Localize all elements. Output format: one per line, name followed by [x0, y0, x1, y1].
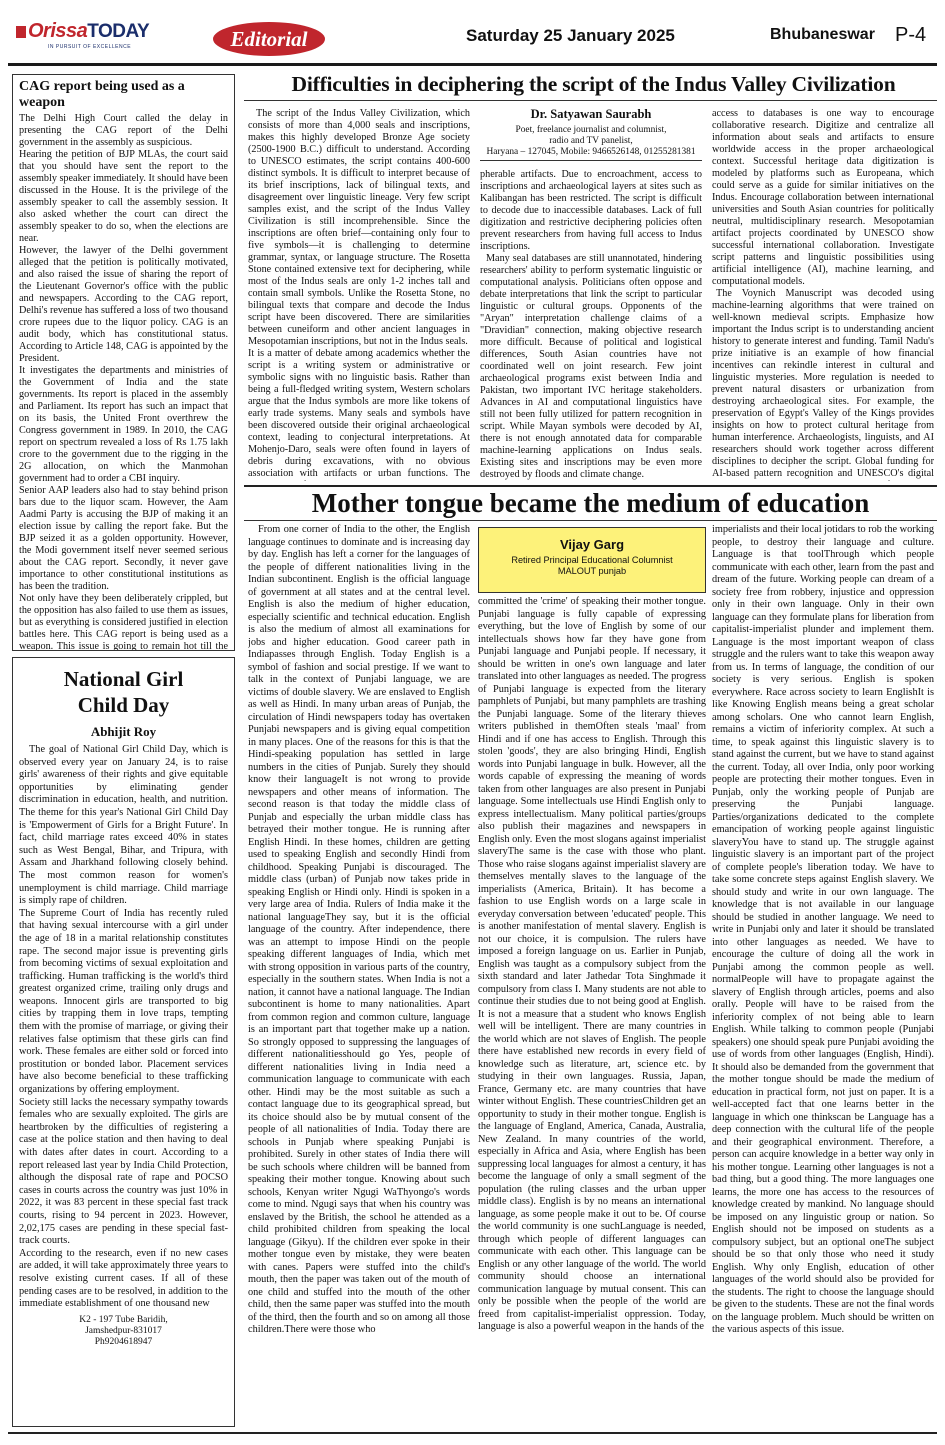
logo-flag-icon: [16, 26, 26, 38]
cag-paragraph: Hearing the petition of BJP MLAs, the court said that you should have sent the report to the assembly speaker immediately. It should have been discussed in the House. It is the privilege of the assembly speaker to call the assembly session. It also asked whether the court can direct the assembly speaker to do so, when the elections are near.: [19, 149, 228, 244]
indus-author-info: radio and TV panelist,: [549, 136, 633, 146]
address-line: K2 - 197 Tube Baridih,: [79, 1314, 168, 1325]
address-line: Ph9204618947: [94, 1336, 153, 1347]
cag-paragraph: Senior AAP leaders also had to stay behind prison bars due to the liquor scam. However, the Aam Aadmi Party is accusing the BJP of making it an election issue by calling the report fake. But the BJP seized it as a golden opportunity. However, the Modi government itself never seemed serious about the CAG report. Secondly, it never gave importance to other constitutional institutions as has been the tradition.: [19, 485, 228, 592]
mother-column-3: [712, 524, 934, 1427]
cag-article: [12, 74, 235, 651]
mother-paragraph: imperialists and their local jotidars to rob the working people, to destroy their language and culture. Language is that toolThrough which people communicate with each other, learn from the past and dream of the future. Working people can dream of a society free from robbery, injustice and oppression only in their own language. Only in their own language can they formulate plans for liberation from capitalist-imperialist plunder and implement them. Language is the most important weapon of class struggle and the rulers want to take this weapon away from us. In terms of language, the condition of our society is very serious. English is spoken everywhere. Race across society to learn EnglishIt is like Knowing English means being a great scholar among scholars. One who cannot learn English, remains a victim of inferiority complex. At such a time, to speak against this linguistic slavery is to stand against the current, but we have to stand against the current. Today, all over India, only poor working people are protecting their mother tongues. Even in Punjab, only the working people of Punjab are preserving the Punjabi language. Parties/organizations dedicated to the complete emancipation of working people against linguistic slaveryYou have to stand up. The struggle against linguistic slavery is an important part of the project of complete people's liberation today. We have to take some concrete steps against English slavery. We should study and write in our own language. The knowledge that is not available in our language should be studied in another language. We need to write in Punjabi only and later it should be translated into other languages as needed. We have to encourage the culture of doing all the work in Punjabi among the common people as well. normalPeople will have to propagate against the slavery of English through articles, poems and also orally. People will have to be raised from the inferiority complex of not being able to learn English. While talking to common people (Punjabi speakers) one should speak pure Punjabi avoiding the use of words from other languages (English, Hindi). It should also be demanded from the government that the mother tongue should be made the medium of education in practical form, not just on paper. It is a well-accepted fact that one learns better in the language in which one thinkscan be Language has a deep connection with the cultural life of the people and their geographical environment. Therefore, a person can acquire knowledge in a better way only in his mother tongue. Learning other languages is not a bad thing, but a good thing. The more languages one learns, the more one has access to the resources of knowledge created by mankind. No language should be imposed on any linguistic group or nation. So English should not be imposed on students as a compulsory subject, but an optional oneThe subject should be so that only those who need it study English. Why only English, education of other languages of the world should also be provided for the students. The right to choose the language should be given to the students. These are not the final words on the language problem. Much should be written on the various aspects of this issue.: [712, 524, 934, 1335]
girl-child-author: Abhijit Roy: [90, 724, 157, 739]
cag-paragraph: Not only have they been deliberately crippled, but the opposition has also failed to use them as issues, but as everything is considered justified in election battles here. This CAG report is being used as a weapon. This issue is going to remain hot till the: [19, 593, 228, 651]
girl-child-paragraph: According to the research, even if no new cases are added, it will take approximately three years to resolve existing current cases. If all of these pending cases are to be resolved, in addition to the immediate establishment of one thousand new: [19, 1247, 228, 1310]
indus-paragraph: The script of the Indus Valley Civilization, which consists of more than 4,000 seals and inscriptions, makes this highly developed Bronze Age society (2500-1900 B.C.) difficult to understand. According to UNESCO estimates, the script contains 400-600 distinct symbols. It is difficult to interpret because of its brief inscriptions, lack of bilingual texts, and disagreement over linguistic lineage. Very few script samples exist, and the script of the Indus Valley Civilization is still incomprehensible. Since the inscriptions are often brief—containing only four to five symbols—it is challenging to determine grammar, syntax, or language structure. The Rosetta Stone contained extensive text for deciphering, while most of the Indus seals are only 1-2 inches tall and contain small symbols. Unlike the Rosetta Stone, no bilingual texts that compare and decode the Indus script have been discovered. There are similarities between cuneiform and other ancient languages in Mesopotamian inscriptions, but not in the Indus seals.: [248, 108, 470, 347]
issue-date: Saturday 25 January 2025: [466, 26, 675, 45]
edition-city: Bhubaneswar: [770, 26, 875, 43]
masthead-rule: [8, 63, 937, 66]
cag-title: CAG report being used as a weapon: [19, 79, 185, 110]
page-bottom-rule: [8, 1432, 937, 1434]
cag-paragraph: The Delhi High Court called the delay in presenting the CAG report of the Delhi government in the assembly as suspicious.: [19, 113, 228, 148]
mother-author-info: Retired Principal Educational Columnist: [511, 555, 673, 565]
girl-child-paragraph: The goal of National Girl Child Day, which is observed every year on January 24, is to raise girls' awareness of their rights and give equitable opportunities by eliminating gender discrimination in education, health, and nutrition. The theme for this year's National Girl Child Day is 'Empowerment of Girls for a Bright Future'. In fact, child marriage rates exceed 40% in states such as West Bengal, Bihar, and Tripura, with Assam and Jharkhand following closely behind. The most common reason for women's unemployment is child marriage. Child marriage is simply rape of children.: [19, 744, 228, 907]
indus-paragraph: access to databases is one way to encourage collaborative research. Digitize and centralize all information about seals and artifacts to ensure worldwide access in the proper archaeological context. Successful heritage data digitization is modeled by platforms such as Europeana, which could serve as a guide for similar initiatives on the Indus. Encourage collaboration between international universities and South Asian countries for politically neutral, multidisciplinary research. Mesopotamian artifact projects coordinated by UNESCO show successful international collaboration. Investigate script patterns and linguistic possibilities using artificial intelligence (AI), machine learning, and computational models.: [712, 108, 934, 287]
newspaper-logo[interactable]: [16, 20, 149, 43]
indus-paragraph: pherable artifacts. Due to encroachment, access to inscriptions and archaeological layers at sites such as Kalibangan has been restricted. The script is difficult to decode due to inaccessible databases. Lack of full digitization and restrictive deciphering policies often prevent researchers from having full access to Indus inscriptions.: [480, 169, 702, 252]
indus-column-3: [712, 108, 934, 481]
page-number: P-4: [895, 24, 927, 46]
indus-headline-rule: [244, 100, 937, 101]
mother-column-2: [478, 596, 706, 1427]
indus-column-2: [480, 169, 702, 481]
indus-headline: Difficulties in deciphering the script of the Indus Valley Civilization: [291, 72, 896, 96]
logo-orissa: Orissa: [28, 20, 88, 42]
indus-paragraph: Many seal databases are still unannotated, hindering researchers' ability to perform systematic linguistic or computational analysis. Politicians often oppose and debate interpretations that link the script to particular linguistic or cultural groups. Opponents of the "Aryan" interpretation challenge claims of a "Dravidian" connection, making objective research more difficult. Because of political and logistical differences, South Asian countries have not coordinated well on joint research. Few joint archaeological programs exist between India and Pakistan, two important IVC heritage stakeholders. Advances in AI and computational linguistics have still not been fully utilized for pattern recognition in script. While Mayan symbols were decoded by AI, there is not enough annotated data for comparable machine-learning applications on Indus seals. Existing sites and inscriptions may be even more destroyed by floods and climate change.: [480, 253, 702, 480]
cag-paragraph: It investigates the departments and ministries of the Government of India and the state governments. Its report is placed in the assembly and Parliament. Its report has such an impact that on its basis, the United Front overthrew the Congress government in 1989. In 2010, the CAG report on spectrum revealed a loss of Rs 1.75 lakh crore to the government due to the rigging in the 2G allocation, on which the Manmohan government had to order a CBI inquiry.: [19, 365, 228, 484]
cag-paragraph: However, the lawyer of the Delhi government alleged that the petition is politically motivated, and also raised the issue of sharing the report of the Lieutenant Governor's office with the public and newspapers. According to the CAG report, Delhi's revenue has suffered a loss of two thousand crore rupees due to the liquor policy. CAG is an audit body, which has constitutional status. According to Article 148, CAG is appointed by the President.: [19, 245, 228, 364]
girl-child-title-line1: National Girl: [63, 667, 184, 691]
logo-today: TODAY: [87, 21, 150, 42]
mother-author-info: MALOUT punjab: [557, 566, 627, 576]
girl-child-address: [19, 1315, 228, 1348]
indus-paragraph: It is a matter of debate among academics whether the script is a writing system or administrative or symbolic signs with no linguistic basis. Rather than being a full-fledged writing system, Western scholars argue that the Indus symbols are more like tokens of early trade systems. Many seals and symbols have been discovered outside their original archaeological context, leading to conjectural interpretations. At Mohenjo-Daro, seals were often found in layers of debris during excavations, with no obvious association with artifacts or urban functions. The: [248, 348, 470, 479]
masthead: [8, 14, 937, 60]
girl-child-body: [19, 744, 228, 1311]
cag-body: [19, 113, 228, 651]
indus-author: Dr. Satyawan Saurabh: [530, 107, 652, 121]
mother-tongue-headline: Mother tongue became the medium of education: [311, 488, 870, 518]
girl-child-paragraph: Society still lacks the necessary sympathy towards females who are sexually exploited. The girls are heartbroken by the difficulties of registering a case at the police station and then having to deal with dates after dates in court. According to a report released last year by India Child Protection, although the disposal rate of rape and POCSO cases in courts across the country was just 10% in 2022, it was 83 percent in these special fast track courts, rising to 94 percent in 2023. However, 2,02,175 cases are pending in these special fast-track courts.: [19, 1096, 228, 1247]
mother-paragraph: committed the 'crime' of speaking their mother tongue. Punjabi language is fully capable of expressing everything, but the love of English by some of our intellectuals shows how far they have gone from Punjabi language and Punjabi people. If necessary, it should be written in one's own language and later translated into other languages as needed. The progress of Punjabi language is expected from the literary pamphlets of Punjabi, but many pamphlets are trashing the Punjabi language. Some of the literary thieves writers published in themOften steals 'maal' from Hindi and if one has access to English. Through this stolen 'goods', they are also bringing Hindi, English words into Punjabi language in bulk. However, all the words capable of expressing the meaning of words taken from other languages are also present in Punjabi language. Some intellectuals use Hindi English only to express intellectualism. Many political parties/groups also publish their magazines and newspapers in English only. Even the most slogans against imperialist slaveryThe same is the case with those who plant. Those who raise slogans against imperialist slavery are themselves mentally slaves to the language of the imperialists (America, Britain). It has become a fashion to use English words on a large scale in everyday conversation between 'educated' people. This is another manifestation of mental slavery. English is not our choice, it is compulsion. The rulers have imposed a foreign language on us. Earlier in Punjab, English was taught as a compulsory subject from the sixth standard and later Jathedar Tota Singhmade it compulsory from class I. Many students are not able to continue their studies due to not being good at English. It is not a measure that a student who knows English well will be intelligent. There are many countries in the world which are not slaves of English. The people there have established new records in every field of knowledge such as literature, art, science etc. by studying in their own languages. Russia, Japan, France, Germany etc. are many countries that have winter without English. These countriesChildren get an opportunity to study in their mother tongue. English is the language of England, America, Canada, Australia, New Zealand. In many countries of the world, especially in Africa and Asia, where English has been suppressing local languages for almost a century, it has become the language of only a small segment of the population (the ruling classes and the urban upper middle class). English is by no means an international language, as some people make it out to be. Of course the world community is one suchLanguage is needed, through which people of different languages can communicate with each other. This language can be English or any other language of the world. The world community should choose an international communication language by mutual consent. This can only be possible when the people of the world are freed from capitalist-imperialist oppression. Today, language is also a powerful weapon in the hands of the: [478, 596, 706, 1332]
indus-author-info: Haryana – 127045, Mobile: 9466526148, 01255281381: [486, 147, 696, 157]
mother-column-1: [248, 524, 470, 1427]
logo-tagline: IN PURSUIT OF EXCELLENCE: [48, 44, 132, 50]
girl-child-title-line2: Child Day: [77, 693, 170, 717]
article-divider: [244, 485, 937, 487]
girl-child-article: [12, 657, 235, 1427]
mother-paragraph: From one corner of India to the other, the English language continues to dominate and is increasing day by day. English has left a corner for the languages of the people of different nationalities living in the Indian subcontinent. English is the official language of government at all states and at the central level. English is also the medium of higher education, especially scientific and technical education. English is also the medium of almost all examinations for jobs and higher education. Good career path in Indiapasses through English. Today English is a symbol of fashion and social prestige. If we want to talk in the context of Punjabi language, we are victims of double slavery. We are enslaved to English as well as Hindi. In many urban areas of Punjab, the circulation of Hindi newspapers today has overtaken Punjabi newspapers and is giving equal competition in many places. One of the reasons for this is that the Hindi-speaking population has settled in large numbers in the cities of Punjab. Surely they should know their languageIt is not wrong to provide newspapers and other means of information. The second reason is that today the middle class of Punjab and especially the urban middle class has betrayed their mother tongue. He is running after English Hindi. In these homes, children are getting used to speaking English and secondly Hindi from childhood. Speaking Punjabi is discouraged. The middle class (urban) of Punjab now takes pride in speaking English or Hindi only. Hindi is spoken in a very large area of India. Rulers of India make it the national languageThey say, but it is the official language of the country. After independence, there was an attempt to impose Hindi on the people speaking different languages of India, which met with strong opposition in various parts of the country, especially in the southern states. When India is not a nation, it cannot have a national language. The Indian subcontinent is home to many nationalities. Apart from common region and common culture, language is an important part that together make up a nation. So strongly opposed to suppressing the languages of different nationalitiesshould go Yes, people of different nationalities living in India need a communication language to communicate with each other. Hindi may be the most suitable as such a contact language due to its geographical spread, but its choice should also be by mutual consent of the people of all nationalities of India. Today there are schools in Punjab where speaking Punjabi is prohibited. Surely in other states of India there will be such schools where children will be banned from speaking their mother tongue. Knowing about such schools, Kenyan writer Ngugi WaThyongo's words come to mind. Ngugi says that when his country was enslaved by the British, the school he attended as a child prohibited children from speaking the local language (Gikyu). If the children ever spoke in their mother tongue even by mistake, they were beaten with canes. Papers were stuffed into the child's mouth, then the paper was taken out of the mouth of one child and stuffed into the mouth of the other child, then the same paper was stuffed into the mouth of the third, then the fourth and so on among all those children.There were those who: [248, 524, 470, 1335]
section-badge: Editorial: [213, 22, 325, 56]
indus-column-1: [248, 108, 470, 481]
mother-byline: [478, 527, 706, 593]
indus-paragraph: The Voynich Manuscript was decoded using machine-learning algorithms that were trained on well-known medieval scripts. Emphasize how important the Indus script is to understanding ancient history to generate interest and funding. Tamil Nadu's prize initiative is an example of how financial incentives can rekindle interest in cultural and linguistic mysteries. More regulation is needed to prevent natural disasters or urbanization from destroying archaeological sites. For example, the preservation of Egypt's Valley of the Kings provides insights on how to protect cultural heritage from human interference. Archaeologists, linguists, and AI researchers should work together across different disciplines to decipher the script. Global funding for AI-based pattern recognition and UNESCO's digital: [712, 288, 934, 479]
mother-tongue-headline-rule: [244, 520, 937, 521]
indus-byline: [480, 107, 702, 161]
indus-author-info: Poet, freelance journalist and columnist,: [515, 125, 667, 135]
girl-child-paragraph: The Supreme Court of India has recently ruled that having sexual intercourse with a girl under the age of 18 in a marital relationship constitutes rape. The second major issue is preventing girls from becoming victims of sexual exploitation and trafficking. Human trafficking is the world's third greatest organized crime, trailing only drugs and weapons. Innocent girls are transported to big cities by trapping them in love traps, tempting them with the promise of marriage, or giving their relatives false optimism that these girls can find work. These females are either sold or forced into prostitution or bonded labor. Placement services have also become beneficial to these trafficking organizations by offering employment.: [19, 907, 228, 1096]
mother-author: Vijay Garg: [559, 537, 625, 552]
girl-child-title: [19, 666, 228, 718]
address-line: Jamshedpur-831017: [85, 1325, 162, 1336]
